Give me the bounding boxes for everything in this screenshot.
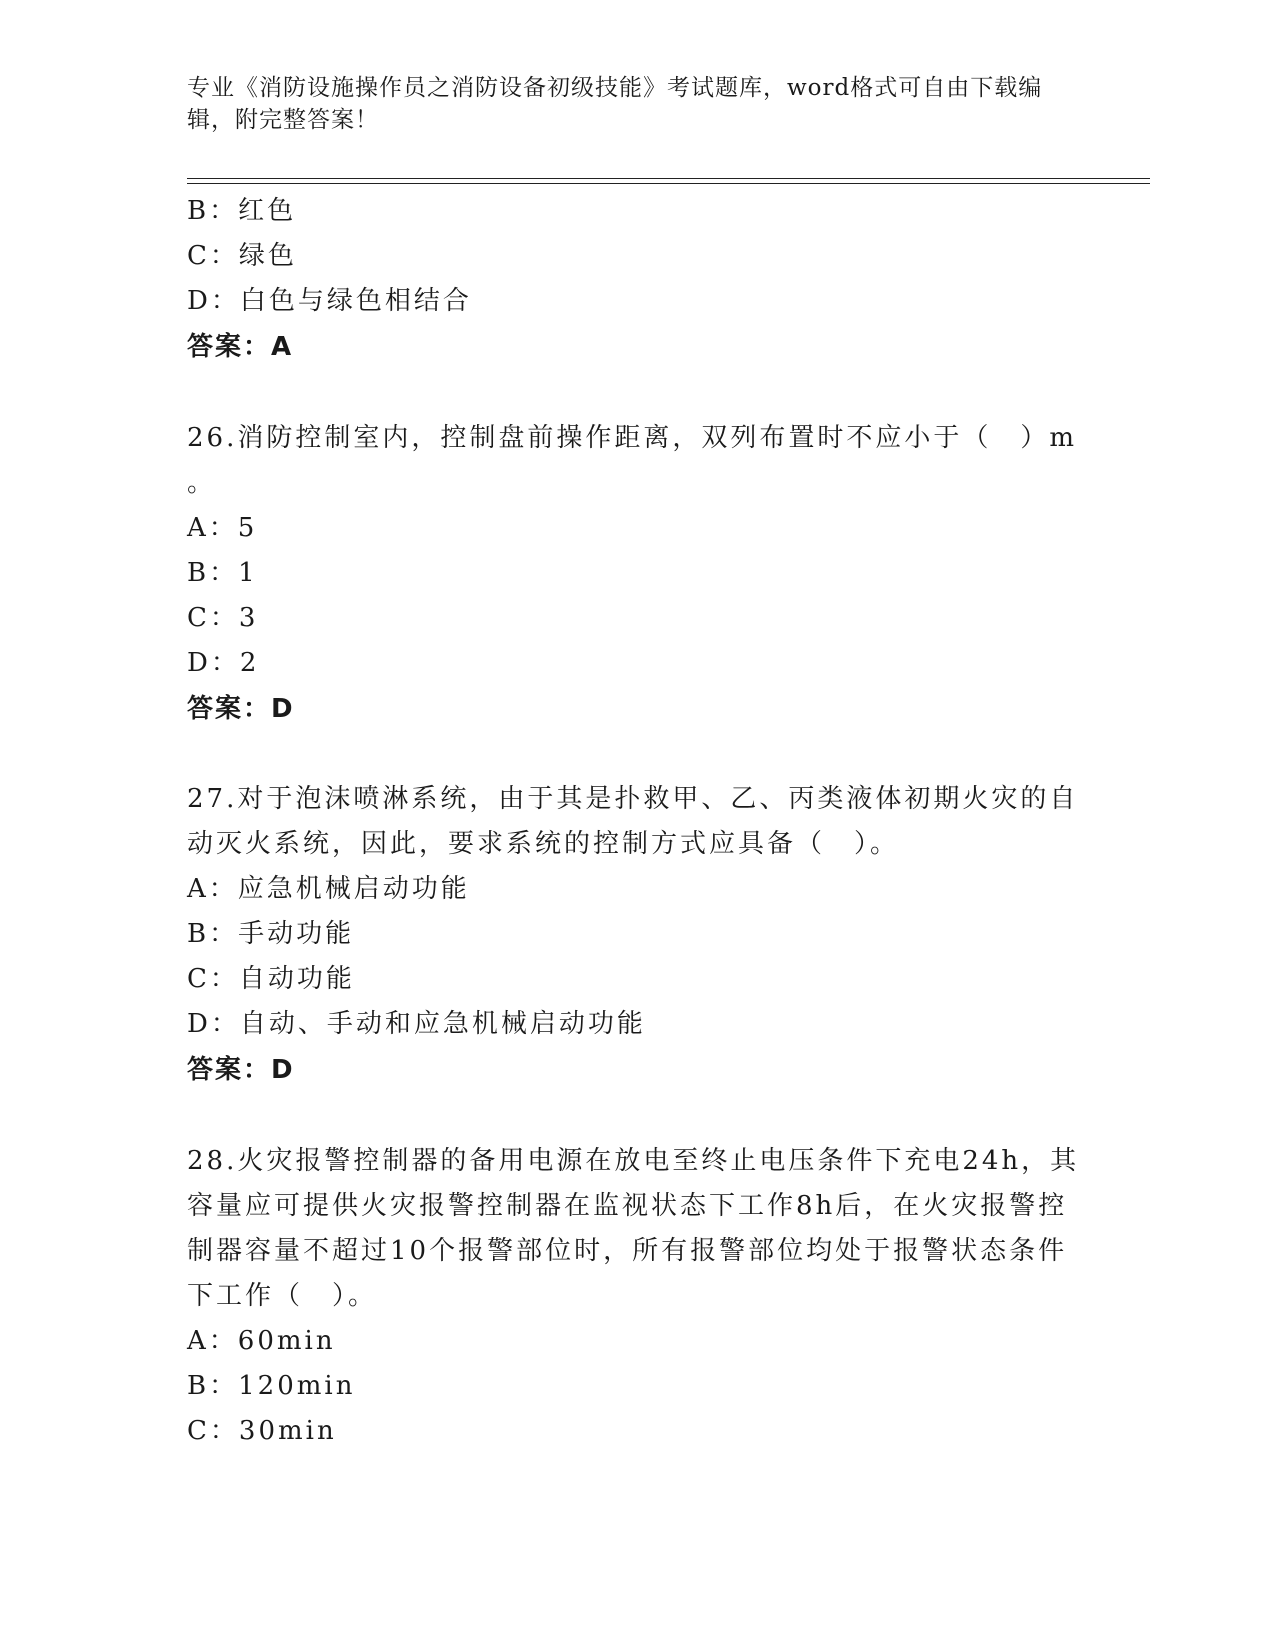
q28-option-b [187, 1365, 355, 1402]
option-label: B： [187, 196, 239, 226]
q26-stem-line2: 。 [187, 468, 217, 498]
q27-option-d [187, 1003, 646, 1040]
option-label: B： [187, 558, 239, 588]
option-label: B： [187, 919, 239, 949]
option-text: 红色 [238, 196, 297, 226]
q27-stem-line2: 动灭火系统，因此，要求系统的控制方式应具备（ ）。 [187, 829, 900, 859]
q27-option-a [187, 868, 470, 905]
option-text: 120min [238, 1371, 356, 1401]
option-text: 白色与绿色相结合 [239, 286, 472, 316]
option-label: D： [187, 648, 240, 678]
option-label: C： [187, 241, 239, 271]
option-text: 绿色 [238, 241, 297, 271]
option-label: D： [187, 1009, 240, 1039]
option-label: C： [187, 603, 239, 633]
option-label: D： [187, 286, 240, 316]
q27-option-c [187, 958, 355, 995]
option-text: 60min [237, 1326, 336, 1356]
option-text: 3 [238, 603, 259, 633]
prev-answer: 答案：A [187, 332, 294, 362]
prev-option-b [187, 190, 296, 227]
q26-option-a [187, 507, 257, 544]
q27-option-b [187, 913, 354, 950]
prev-option-d [187, 280, 472, 317]
q26-option-c [187, 597, 258, 634]
option-text: 30min [238, 1416, 337, 1446]
option-text: 自动、手动和应急机械启动功能 [239, 1009, 646, 1039]
option-text: 2 [239, 648, 260, 678]
page-header: 专业《消防设施操作员之消防设备初级技能》考试题库，word格式可自由下载编辑，附完整答案！ [187, 75, 1043, 133]
option-label: B： [187, 1371, 239, 1401]
option-label: C： [187, 1416, 239, 1446]
q28-option-c [187, 1410, 337, 1447]
option-text: 自动功能 [238, 964, 355, 994]
option-label: C： [187, 964, 239, 994]
header-rule-top [187, 178, 1150, 179]
option-text: 应急机械启动功能 [237, 874, 470, 904]
q28-stem-line3: 制器容量不超过10个报警部位时，所有报警部位均处于报警状态条件 [187, 1236, 1068, 1266]
option-text: 1 [238, 558, 258, 588]
option-label: A： [187, 874, 238, 904]
q26-option-b [187, 552, 258, 589]
option-label: A： [187, 513, 238, 543]
q27-answer: 答案：D [187, 1055, 295, 1085]
q28-stem-line2: 容量应可提供火灾报警控制器在监视状态下工作8h后，在火灾报警控 [187, 1191, 1068, 1221]
q26-answer: 答案：D [187, 694, 295, 724]
q28-stem-line1: 28.火灾报警控制器的备用电源在放电至终止电压条件下充电24h，其 [187, 1146, 1080, 1176]
q27-stem-line1: 27.对于泡沫喷淋系统，由于其是扑救甲、乙、丙类液体初期火灾的自 [187, 784, 1079, 814]
option-label: A： [187, 1326, 238, 1356]
header-rule-bottom [187, 183, 1150, 184]
option-text: 手动功能 [238, 919, 355, 949]
q28-option-a [187, 1320, 336, 1357]
option-text: 5 [237, 513, 258, 543]
q28-stem-line4: 下工作（ ）。 [187, 1281, 378, 1311]
q26-option-d [187, 642, 259, 679]
prev-option-c [187, 235, 297, 272]
q26-stem-line1: 26.消防控制室内，控制盘前操作距离，双列布置时不应小于（ ）m [187, 423, 1078, 453]
